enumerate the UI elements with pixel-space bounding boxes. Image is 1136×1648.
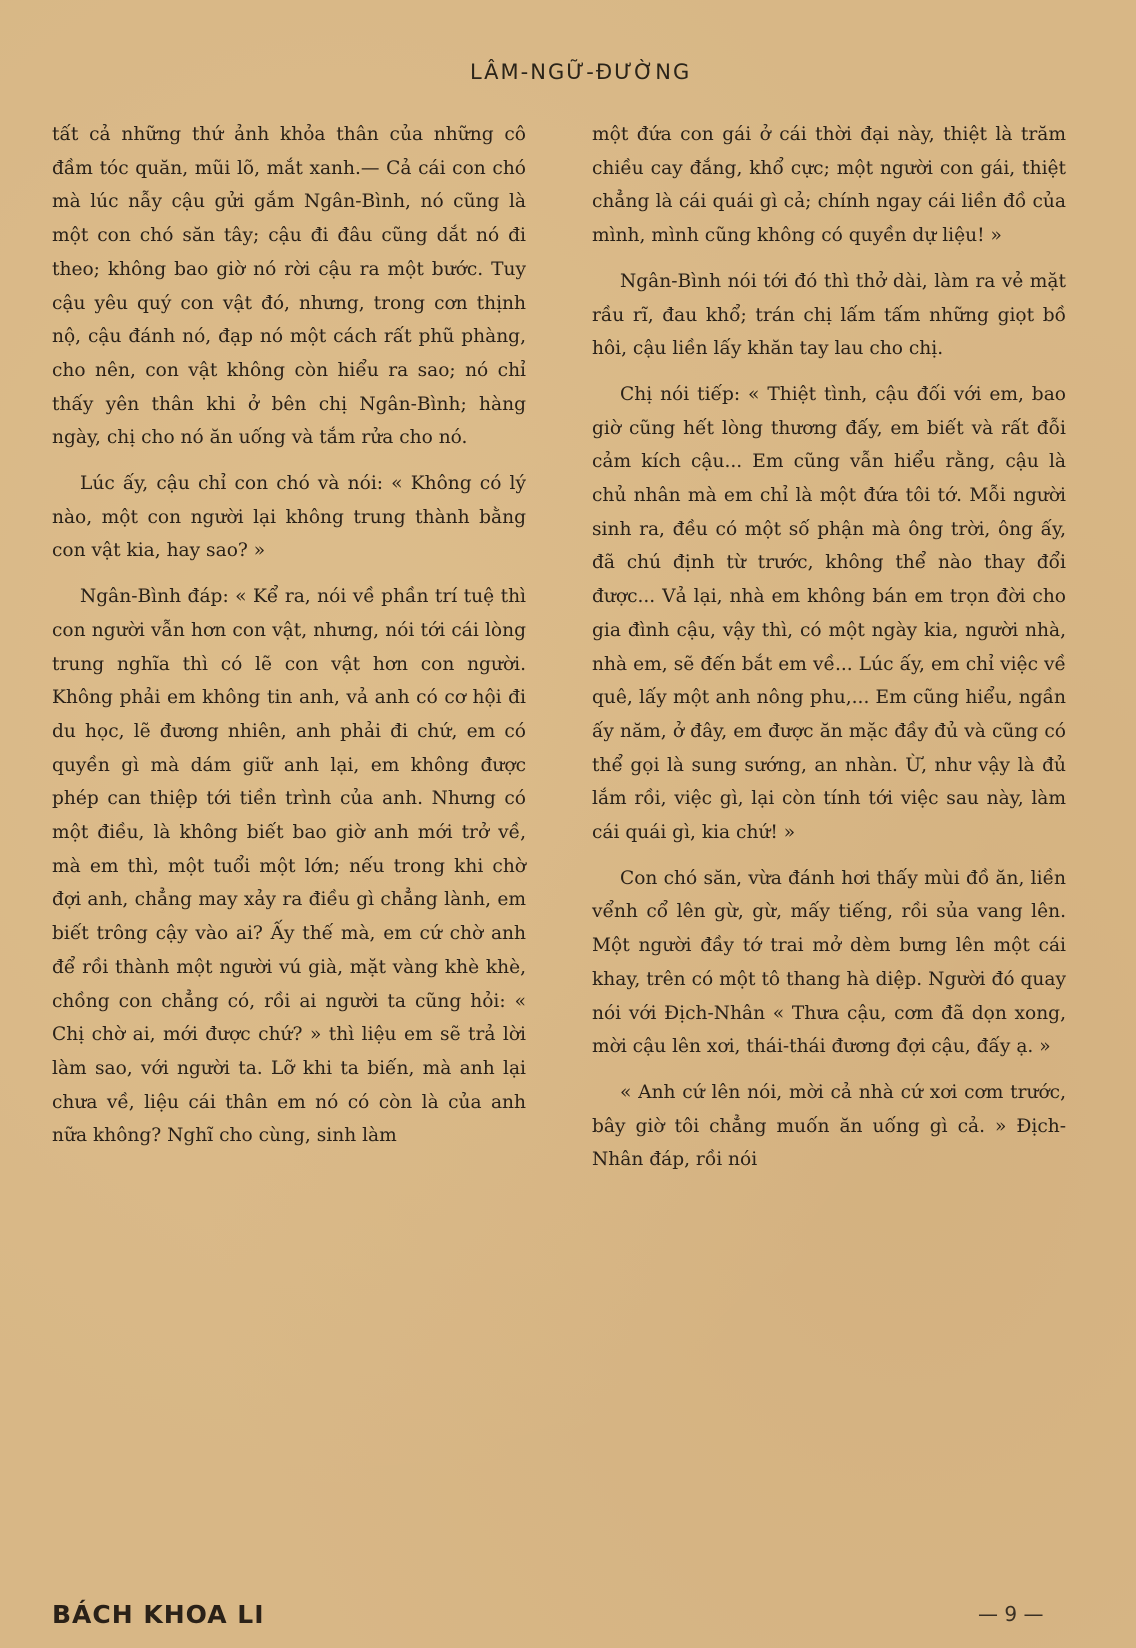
right-column [592, 118, 1066, 1189]
paragraph: « Anh cứ lên nói, mời cả nhà cứ xơi cơm trước, bây giờ tôi chẳng muốn ăn uống gì cả. » Địch-Nhân đáp, rồi nói [592, 1081, 1066, 1171]
paragraph: Con chó săn, vừa đánh hơi thấy mùi đồ ăn, liền vểnh cổ lên gừ, gừ, mấy tiếng, rồi sủa vang lên. Một người đầy tớ trai mở dèm bưng lên một cái khay, trên có một tô thang hà diệp. Người đó quay nói với Địch-Nhân « Thưa cậu, cơm đã dọn xong, mời cậu lên xơi, thái-thái đương đợi cậu, đấy ạ. » [592, 867, 1066, 1058]
paragraph: Lúc ấy, cậu chỉ con chó và nói: « Không có lý nào, một con người lại không trung thành bằng con vật kia, hay sao? » [52, 473, 526, 562]
page-number: — 9 — [978, 1602, 1044, 1626]
paragraph: một đứa con gái ở cái thời đại này, thiệt là trăm chiều cay đắng, khổ cực; một người con gái, thiệt chẳng là cái quái gì cả; chính ngay cái liền đồ của mình, mình cũng không có quyền dự liệu! » [592, 124, 1066, 247]
running-title: LÂM-NGỮ-ĐƯỜNG [470, 60, 692, 84]
paragraph: tất cả những thứ ảnh khỏa thân của những cô đầm tóc quăn, mũi lõ, mắt xanh.— Cả cái con chó mà lúc nẫy cậu gửi gắm Ngân-Bình, nó cũng là một con chó săn tây; cậu đi đâu cũng dắt nó đi theo; không bao giờ nó rời cậu ra một bước. Tuy cậu yêu quý con vật đó, nhưng, trong cơn thịnh nộ, cậu đánh nó, đạp nó một cách rất phũ phàng, cho nên, con vật không còn hiểu ra sao; nó chỉ thấy yên thân khi ở bên chị Ngân-Bình; hàng ngày, chị cho nó ăn uống và tắm rửa cho nó. [52, 124, 526, 449]
paragraph: Ngân-Bình đáp: « Kể ra, nói về phần trí tuệ thì con người vẫn hơn con vật, nhưng, nói tới cái lòng trung nghĩa thì có lẽ con vật hơn con người. Không phải em không tin anh, vả anh có cơ hội đi du học, lẽ đương nhiên, anh phải đi chứ, em có quyền gì mà dám giữ anh lại, em không được phép can thiệp tới tiền trình của anh. Nhưng có một điều, là không biết bao giờ anh mới trở về, mà em thì, một tuổi một lớn; nếu trong khi chờ đợi anh, chẳng may xảy ra điều gì chẳng lành, em biết trông cậy vào ai? Ấy thế mà, em cứ chờ anh để rồi thành một người vú già, mặt vàng khè khè, chồng con chẳng có, rồi ai người ta cũng hỏi: « Chị chờ ai, mới được chứ? » thì liệu em sẽ trả lời làm sao, với người ta. Lỡ khi ta biến, mà anh lại chưa về, liệu cái thân em nó có còn là của anh nữa không? Nghĩ cho cùng, sinh làm [52, 586, 526, 1147]
left-column [52, 118, 526, 1165]
paragraph: Ngân-Bình nói tới đó thì thở dài, làm ra vẻ mặt rầu rĩ, đau khổ; trán chị lấm tấm những giọt bồ hôi, cậu liền lấy khăn tay lau cho chị. [592, 270, 1066, 360]
paragraph: Chị nói tiếp: « Thiệt tình, cậu đối với em, bao giờ cũng hết lòng thương đấy, em biết và rất đỗi cảm kích cậu... Em cũng vẫn hiểu rằng, cậu là chủ nhân mà em chỉ là một đứa tôi tớ. Mỗi người sinh ra, đều có một số phận mà ông trời, ông ấy, đã chú định từ trước, không thể nào thay đổi được... Vả lại, nhà em không bán em trọn đời cho gia đình cậu, vậy thì, có một ngày kia, người nhà, nhà em, sẽ đến bắt em về... Lúc ấy, em chỉ việc về quê, lấy một anh nông phu,... Em cũng hiểu, ngần ấy năm, ở đây, em được ăn mặc đầy đủ và cũng có thể gọi là sung sướng, an nhàn. Ừ, như vậy là đủ lắm rồi, việc gì, lại còn tính tới việc sau này, làm cái quái gì, kia chứ! » [592, 383, 1066, 844]
magazine-footer: BÁCH KHOA LI [52, 1600, 265, 1629]
